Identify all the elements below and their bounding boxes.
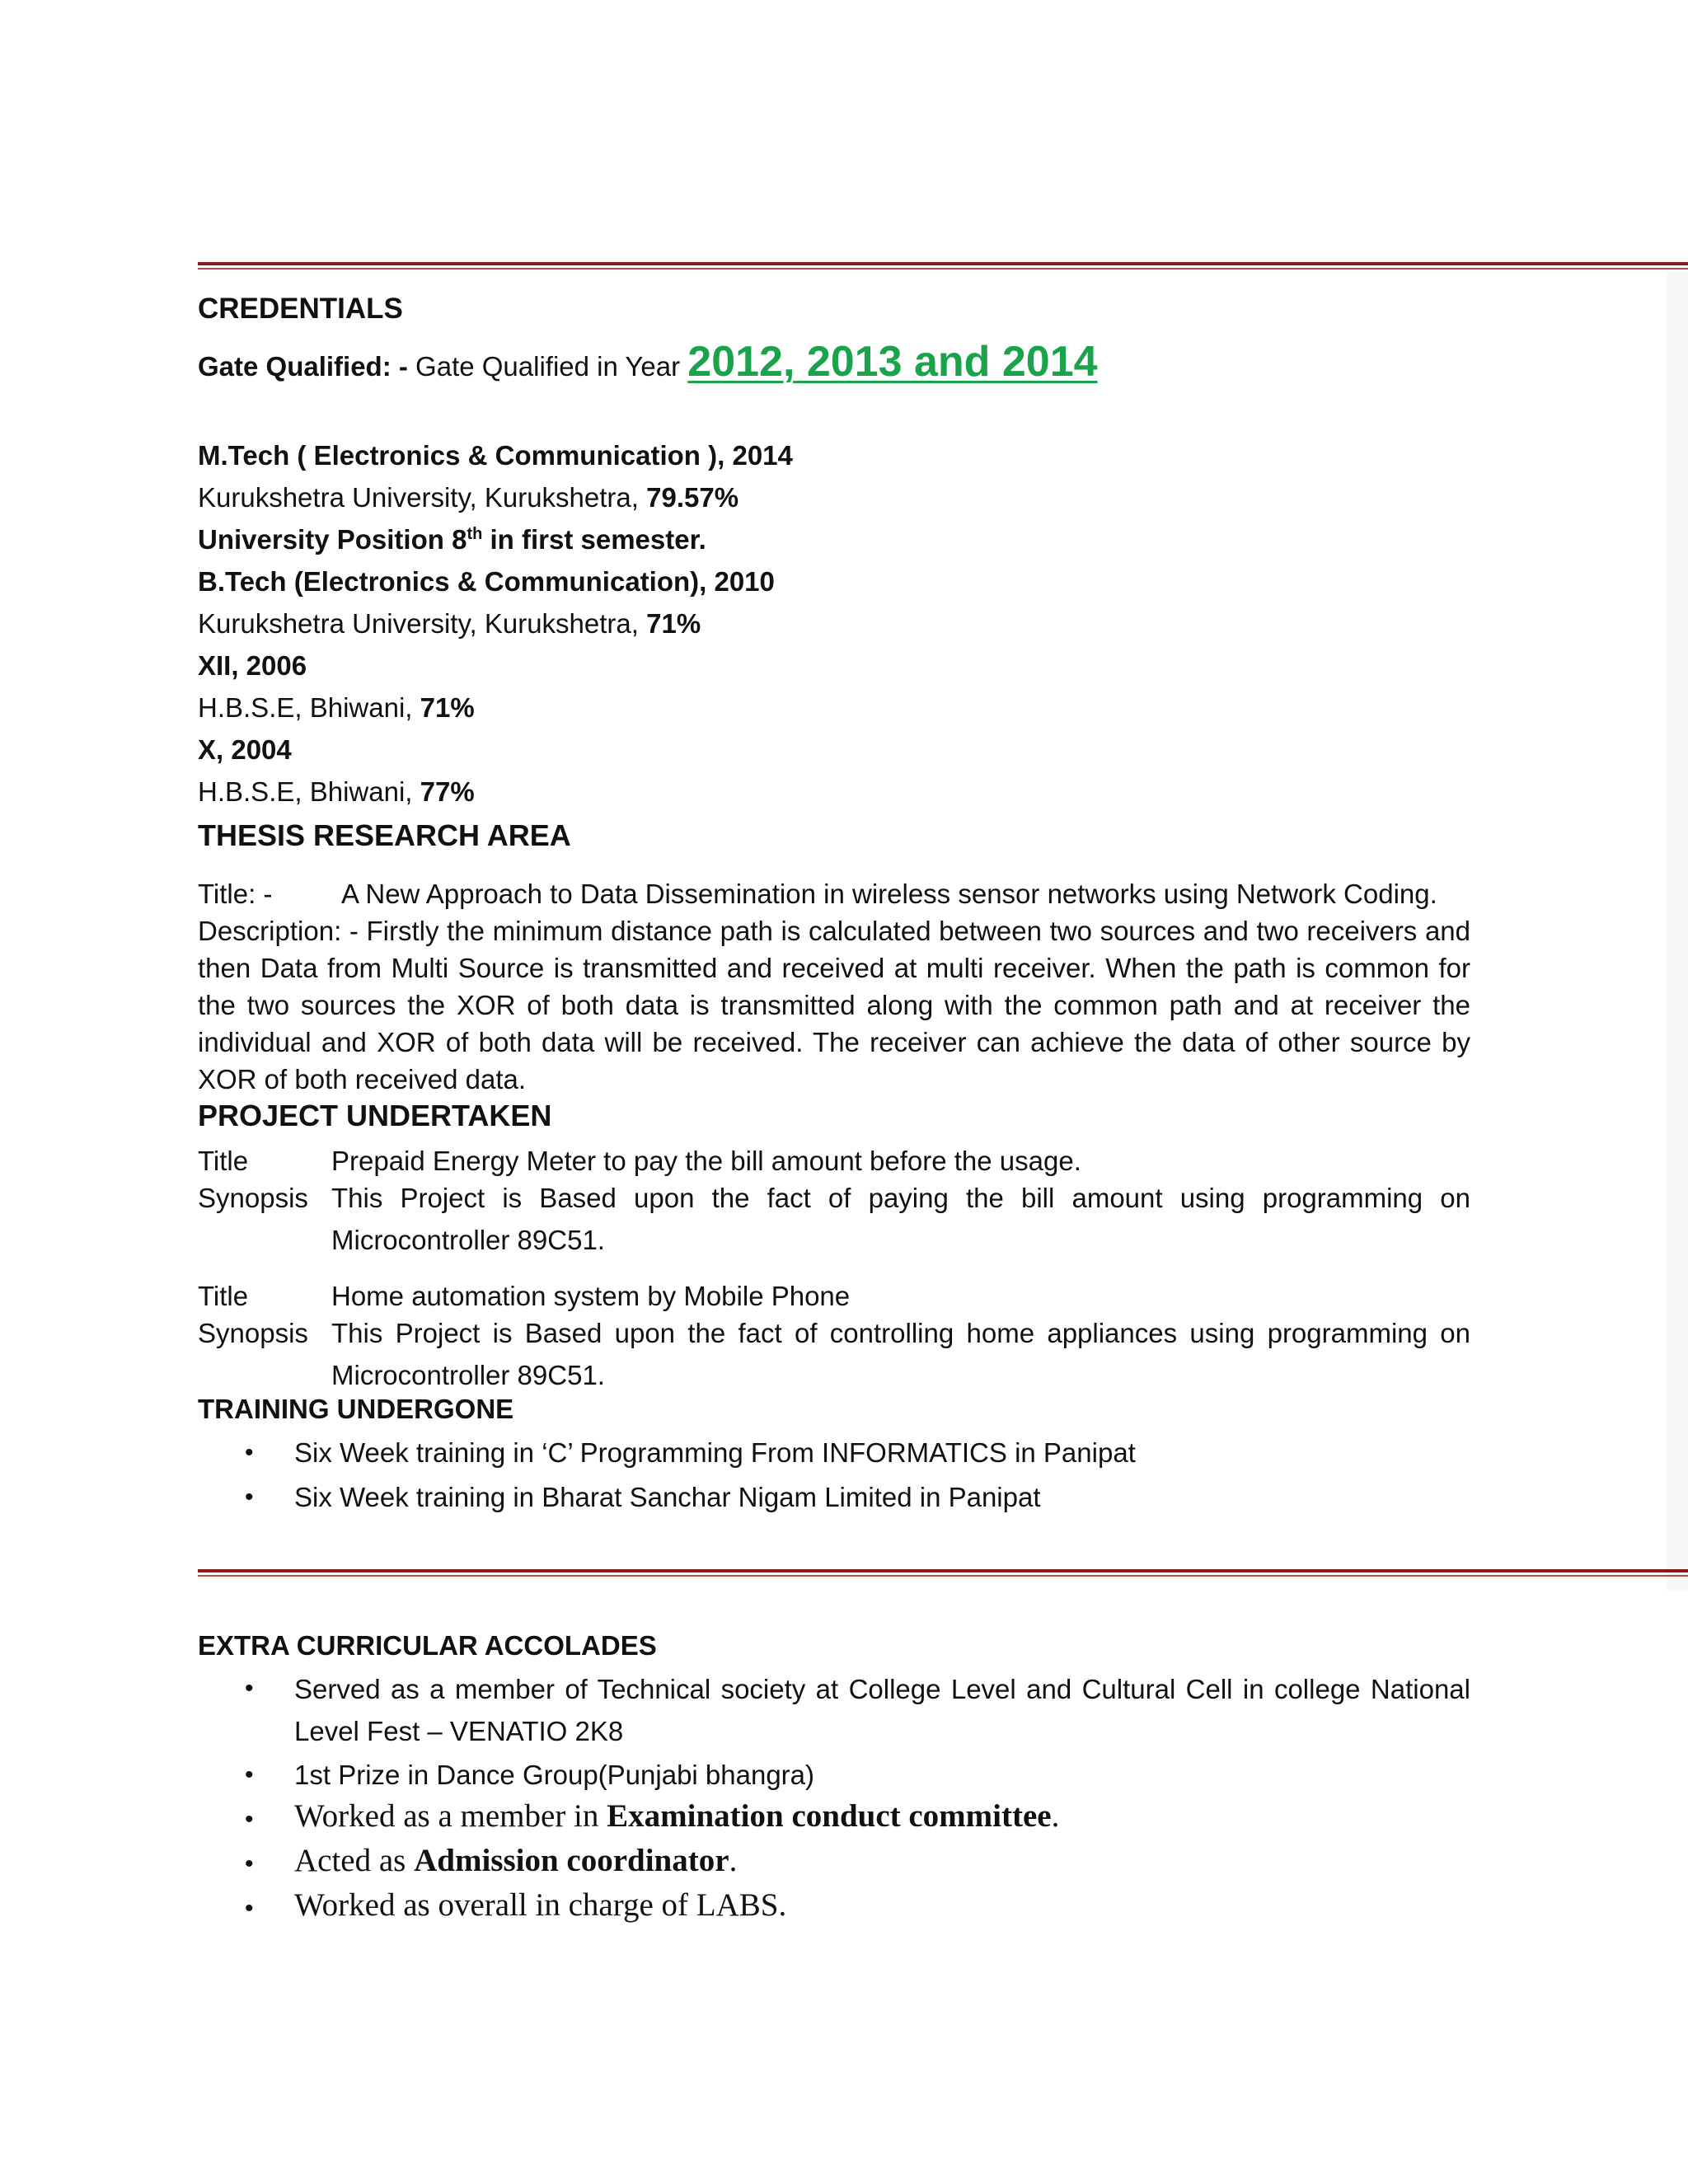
position-sup: th [467,525,483,543]
btech-inst-text: Kurukshetra University, Kurukshetra, [198,608,639,639]
gate-line [198,338,1098,386]
project-1-synopsis-label: Synopsis [198,1183,308,1213]
x-score: 77% [420,776,475,807]
xii-inst-text: H.B.S.E, Bhiwani, [198,692,413,723]
project-2-synopsis: This Project is Based upon the fact of controlling home appliances using programming on Microcontroller 89C51. [331,1318,1470,1390]
thesis-description: Description: - Firstly the minimum distance path is calculated between two sources and two receivers and then Data from Multi Source is transmitted and received at multi receiver. When the path is common for the two sources the XOR of both data is transmitted along with the common path and at receiver the individual and XOR of both data will be received. The receiver can achieve the data of other source by XOR of both received data. [198,916,1470,1094]
gate-years: 2012, 2013 and 2014 [687,338,1098,386]
mtech-score: 79.57% [646,482,739,513]
x-title: X, 2004 [198,734,292,765]
extra-bullet-3: • [245,1806,254,1833]
training-item-2: Six Week training in Bharat Sanchar Nigam Limited in Panipat [294,1482,1041,1512]
divider-top [198,262,1688,271]
projects-heading: PROJECT UNDERTAKEN [198,1099,552,1132]
extra-item-4 [294,1843,737,1879]
training-heading: TRAINING UNDERGONE [198,1394,514,1424]
extra-bullet-4: • [245,1850,254,1877]
extra-item-4-bold: Admission coordinator [414,1843,729,1878]
credentials-heading: CREDENTIALS [198,293,403,325]
thesis-title: A New Approach to Data Dissemination in wireless sensor networks using Network Coding. [341,879,1437,909]
project-1-title: Prepaid Energy Meter to pay the bill amount before the usage. [331,1146,1081,1176]
mtech-inst-text: Kurukshetra University, Kurukshetra, [198,482,639,513]
mtech-title: M.Tech ( Electronics & Communication ), 2014 [198,440,793,471]
thesis-heading: THESIS RESEARCH AREA [198,818,571,852]
extra-item-4-period: . [729,1843,738,1878]
position-rest: in first semester. [490,524,706,555]
extra-item-4-text: Acted as [294,1843,406,1878]
page-edge-shade [1667,272,1688,1591]
training-item-1: Six Week training in ‘C’ Programming From INFORMATICS in Panipat [294,1437,1136,1468]
extra-item-3-text: Worked as a member in [294,1798,599,1834]
extra-item-1: Served as a member of Technical society at College Level and Cultural Cell in college National Level Fest – VENATIO 2K8 [294,1674,1470,1746]
mtech-institution [198,480,738,516]
extra-item-3 [294,1798,1059,1835]
extra-heading: EXTRA CURRICULAR ACCOLADES [198,1630,657,1661]
x-inst-text: H.B.S.E, Bhiwani, [198,776,413,807]
thesis-title-label: Title: - [198,879,273,909]
project-2-title: Home automation system by Mobile Phone [331,1281,851,1311]
extra-item-3-period: . [1051,1798,1060,1834]
divider-middle [198,1569,1688,1578]
extra-bullet-2: • [245,1761,254,1788]
university-position [198,522,706,558]
btech-score: 71% [646,608,701,639]
xii-title: XII, 2006 [198,650,307,681]
extra-bullet-5: • [245,1895,254,1922]
training-bullet-2: • [245,1483,254,1511]
position-text: University Position 8 [198,524,467,555]
project-2-title-label: Title [198,1281,249,1311]
extra-item-3-bold: Examination conduct committee [607,1798,1052,1834]
extra-item-5: Worked as overall in charge of LABS. [294,1887,787,1923]
gate-label: Gate Qualified: - [198,351,408,382]
btech-institution [198,606,701,642]
project-1-synopsis: This Project is Based upon the fact of paying the bill amount using programming on Microcontroller 89C51. [331,1183,1470,1255]
xii-score: 71% [420,692,475,723]
project-2-synopsis-label: Synopsis [198,1318,308,1348]
extra-item-2: 1st Prize in Dance Group(Punjabi bhangra) [294,1760,815,1790]
xii-institution [198,690,475,726]
gate-text: Gate Qualified in Year [415,351,681,382]
x-institution [198,774,475,810]
training-bullet-1: • [245,1439,254,1466]
extra-bullet-1: • [245,1675,254,1702]
project-1-title-label: Title [198,1146,249,1176]
btech-title: B.Tech (Electronics & Communication), 2010 [198,566,775,597]
